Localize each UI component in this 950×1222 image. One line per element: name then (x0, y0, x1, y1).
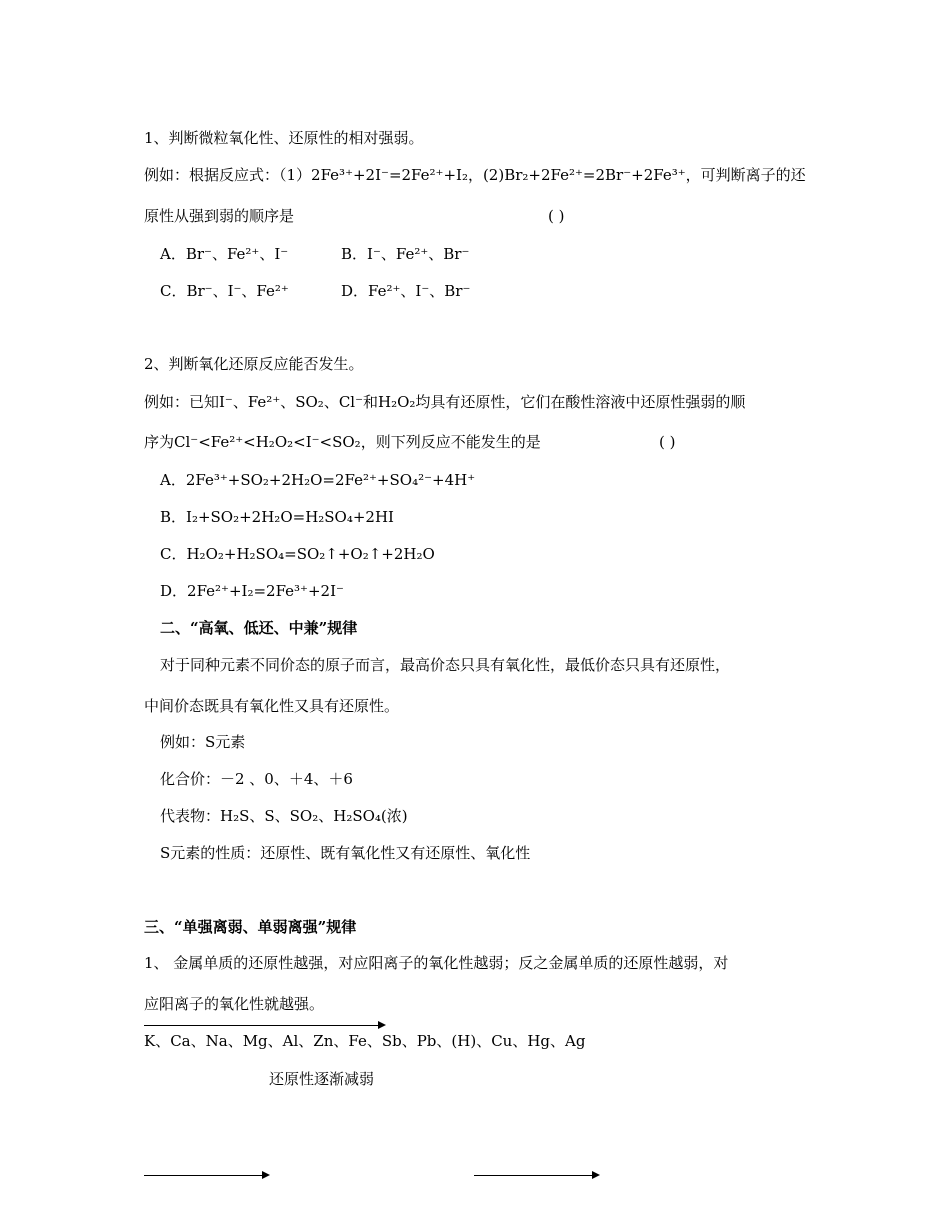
rule2-properties: S元素的性质：还原性、既有氧化性又有还原性、氧化性 (160, 844, 531, 862)
s2-example-line1: 例如：已知I⁻、Fe²⁺、SO₂、Cl⁻和H₂O₂均具有还原性，它们在酸性溶液中还原性强弱的顺 (144, 393, 746, 411)
bottom-arrow-right (474, 1175, 598, 1176)
s2-option-d: D．2Fe²⁺+I₂=2Fe³⁺+2I⁻ (160, 582, 344, 600)
bottom-arrow-left (144, 1175, 268, 1176)
rule3-item-line1: 1、 金属单质的还原性越强，对应阳离子的氧化性越弱；反之金属单质的还原性越弱，对 (144, 954, 729, 972)
s1-heading: 1、判断微粒氧化性、还原性的相对强弱。 (144, 129, 424, 147)
s1-answer-bracket: ( ) (548, 207, 565, 225)
rule2-heading: 二、“高氧、低还、中兼”规律 (160, 619, 358, 637)
s2-example-line2: 序为Cl⁻<Fe²⁺<H₂O₂<I⁻<SO₂，则下列反应不能发生的是 (144, 433, 541, 451)
rule2-paragraph-line2: 中间价态既具有氧化性又具有还原性。 (144, 697, 400, 715)
s2-option-a: A．2Fe³⁺+SO₂+2H₂O=2Fe²⁺+SO₄²⁻+4H⁺ (160, 471, 476, 489)
rule3-heading: 三、“单强离弱、单弱离强”规律 (144, 918, 357, 936)
s1-option-c: C．Br⁻、I⁻、Fe²⁺ (160, 282, 289, 300)
s1-option-b: B．I⁻、Fe²⁺、Br⁻ (341, 245, 470, 263)
s1-option-d: D．Fe²⁺、I⁻、Br⁻ (341, 282, 471, 300)
rule2-example: 例如：S元素 (160, 733, 246, 751)
s2-option-b: B．I₂+SO₂+2H₂O=H₂SO₄+2HI (160, 508, 394, 526)
s2-heading: 2、判断氧化还原反应能否发生。 (144, 355, 364, 373)
rule2-paragraph-line1: 对于同种元素不同价态的原子而言，最高价态只具有氧化性，最低价态只具有还原性， (160, 656, 731, 674)
s2-answer-bracket: ( ) (659, 433, 676, 451)
rule3-item-line2: 应阳离子的氧化性就越强。 (144, 995, 325, 1013)
s1-option-a: A．Br⁻、Fe²⁺、I⁻ (160, 245, 289, 263)
s1-example-line1: 例如：根据反应式：（1）2Fe³⁺+2I⁻=2Fe²⁺+I₂，(2)Br₂+2Fe²⁺=2Br⁻+2Fe³⁺，可判断离子的还 (144, 166, 806, 184)
activity-arrow-label: 还原性逐渐减弱 (269, 1070, 375, 1088)
rule2-compounds: 代表物：H₂S、S、SO₂、H₂SO₄(浓) (160, 807, 408, 825)
s1-example-line2: 原性从强到弱的顺序是 (144, 207, 295, 225)
activity-series-arrow (144, 1025, 384, 1026)
metal-activity-series: K、Ca、Na、Mg、Al、Zn、Fe、Sb、Pb、(H)、Cu、Hg、Ag (144, 1032, 586, 1050)
s2-option-c: C．H₂O₂+H₂SO₄=SO₂↑+O₂↑+2H₂O (160, 545, 435, 563)
rule2-valence: 化合价：－2 、0、＋4、＋6 (160, 770, 353, 788)
